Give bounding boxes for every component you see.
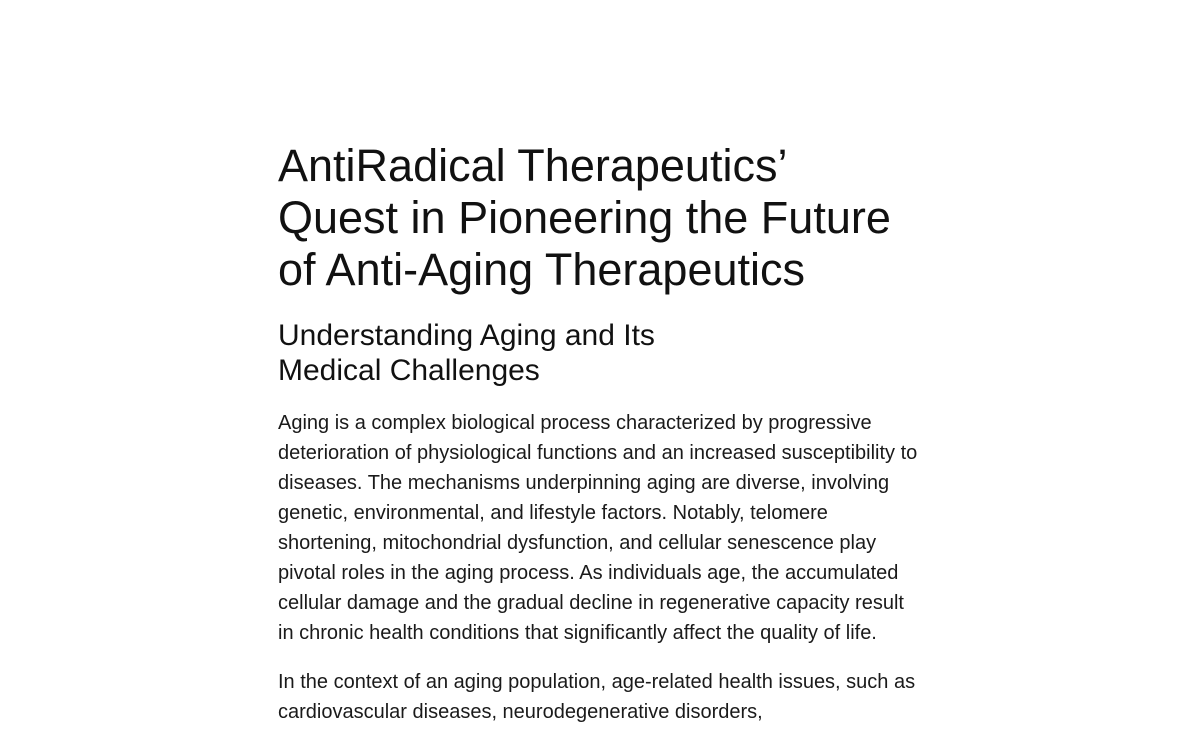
page-title bbox=[278, 140, 928, 296]
page-title-line-1: AntiRadical Therapeutics’ bbox=[278, 140, 788, 191]
section-heading-line-2: Medical Challenges bbox=[278, 354, 540, 387]
page-title-line-2: Quest in Pioneering the Future bbox=[278, 192, 891, 243]
section-heading bbox=[278, 318, 698, 388]
section-heading-line-1: Understanding Aging and Its bbox=[278, 319, 655, 352]
page-title-line-3: of Anti-Aging Therapeutics bbox=[278, 244, 805, 295]
paragraph-aging-population: In the context of an aging population, age-related health issues, such as cardiovascular diseases, neurodegenerative disorders, bbox=[278, 671, 916, 723]
paragraph-aging-overview: Aging is a complex biological process characterized by progressive deterioration of physiological functions and an increased susceptibility to diseases. The mechanisms underpinning aging are diverse, involving genetic, environmental, and lifestyle factors. Notably, telomere shortening, mitochondrial dysfunction, and cellular senescence play pivotal roles in the aging process. As individuals age, the accumulated cellular damage and the gradual decline in regenerative capacity result in chronic health conditions that significantly affect the quality of life. bbox=[278, 412, 918, 644]
article bbox=[278, 140, 928, 727]
